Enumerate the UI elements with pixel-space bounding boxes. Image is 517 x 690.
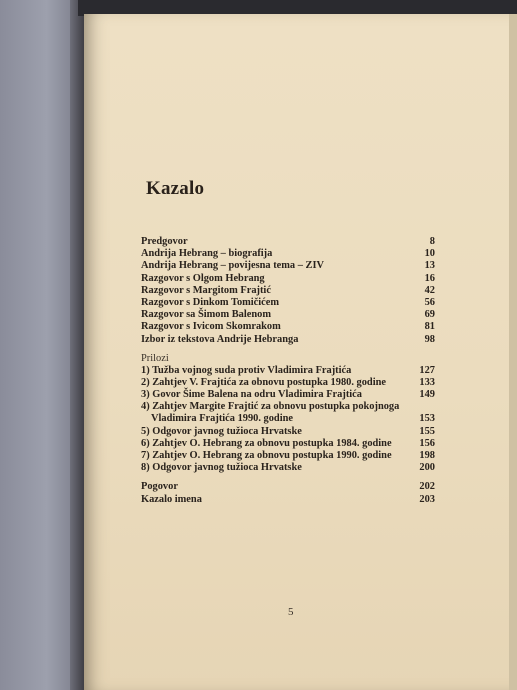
- toc-entry-page: 200: [419, 462, 435, 474]
- toc-entry: [141, 450, 435, 462]
- toc-entry-page: 133: [419, 376, 435, 388]
- toc-entry: [141, 273, 435, 285]
- toc-entry-page: 69: [424, 309, 435, 321]
- toc-entry-label: Razgovor s Ivicom Skomrakom: [141, 321, 281, 333]
- toc-entry-page: 198: [419, 450, 435, 461]
- toc-entry: [141, 248, 435, 260]
- toc-entry-page: 13: [424, 260, 435, 272]
- toc-entry-page: 42: [424, 284, 435, 296]
- toc-entry: [141, 389, 435, 401]
- toc-entry-page: 202: [419, 481, 435, 493]
- toc-entry-page: 10: [424, 248, 435, 260]
- toc-entry-page: 81: [424, 321, 435, 333]
- page-number: 5: [288, 606, 294, 618]
- toc-entry-label: Andrija Hebrang – povijesna tema – ZIV: [141, 260, 324, 272]
- toc-entry-label: 5) Odgovor javnog tužioca Hrvatske: [141, 425, 302, 437]
- page-edge: [509, 14, 517, 690]
- appendix-heading: Prilozi: [141, 352, 169, 364]
- toc-entry-label: 1) Tužba vojnog suda protiv Vladimira Frajtića: [141, 364, 352, 376]
- toc-entry: [141, 236, 435, 248]
- toc-entry-page: 56: [424, 296, 435, 308]
- end-entries: [141, 481, 435, 505]
- appendix-entries: [141, 365, 435, 475]
- main-entries: [141, 236, 435, 346]
- toc-entry-label: Razgovor sa Šimom Balenom: [141, 309, 271, 321]
- toc-entry-label: Razgovor s Olgom Hebrang: [141, 272, 265, 284]
- toc-entry-label: 7) Zahtjev O. Hebrang za obnovu postupka 1990. godine: [141, 450, 392, 461]
- toc-entry-page: 8: [429, 236, 435, 247]
- toc-entry-page: 203: [419, 493, 435, 505]
- table-of-contents: [141, 236, 435, 506]
- toc-entry-page: 16: [424, 272, 435, 284]
- toc-entry: [141, 481, 435, 493]
- toc-entry-page: 98: [424, 333, 435, 345]
- toc-entry: [141, 260, 435, 272]
- toc-entry: [141, 309, 435, 321]
- toc-entry: [141, 377, 435, 389]
- toc-entry: [141, 285, 435, 297]
- toc-entry-label: Razgovor s Margitom Frajtić: [141, 284, 271, 296]
- toc-entry: [141, 494, 435, 506]
- toc-entry-label: Razgovor s Dinkom Tomičićem: [141, 296, 280, 308]
- toc-entry-label: 8) Odgovor javnog tužioca Hrvatske: [141, 462, 302, 474]
- book-page: [84, 14, 509, 690]
- book-spine-shadow: [70, 0, 84, 690]
- toc-entry: [141, 321, 435, 333]
- toc-entry-label: Kazalo imena: [141, 493, 202, 505]
- toc-entry: [141, 401, 435, 413]
- toc-entry-label: 6) Zahtjev O. Hebrang za obnovu postupka 1984. godine: [141, 437, 392, 449]
- toc-entry-label: Predgovor: [141, 236, 188, 247]
- spacer: [141, 474, 435, 481]
- toc-entry-page: 149: [419, 389, 435, 401]
- toc-entry-page: 153: [419, 413, 435, 425]
- facing-page: [0, 0, 78, 690]
- toc-entry-label: Vladimira Frajtića 1990. godine: [151, 413, 293, 425]
- toc-entry-page: 155: [419, 425, 435, 437]
- toc-entry-label: 4) Zahtjev Margite Frajtić za obnovu postupka pokojnoga: [141, 401, 400, 413]
- toc-entry-page: 156: [419, 437, 435, 449]
- toc-entry-label: Andrija Hebrang – biografija: [141, 248, 273, 260]
- toc-entry: [141, 365, 435, 377]
- toc-entry-label: 3) Govor Šime Balena na odru Vladimira Frajtića: [141, 389, 362, 401]
- page-title: Kazalo: [146, 178, 205, 199]
- toc-entry: [141, 297, 435, 309]
- toc-entry-label: Pogovor: [141, 481, 178, 493]
- toc-entry: [141, 426, 435, 438]
- toc-entry-label: Izbor iz tekstova Andrije Hebranga: [141, 333, 299, 345]
- toc-entry: [141, 438, 435, 450]
- toc-entry-page: 127: [419, 364, 435, 376]
- toc-entry: [141, 334, 435, 346]
- toc-entry: [141, 413, 435, 425]
- toc-entry-label: 2) Zahtjev V. Frajtića za obnovu postupka 1980. godine: [141, 376, 386, 388]
- toc-entry-page: [413, 401, 435, 413]
- toc-entry: [141, 462, 435, 474]
